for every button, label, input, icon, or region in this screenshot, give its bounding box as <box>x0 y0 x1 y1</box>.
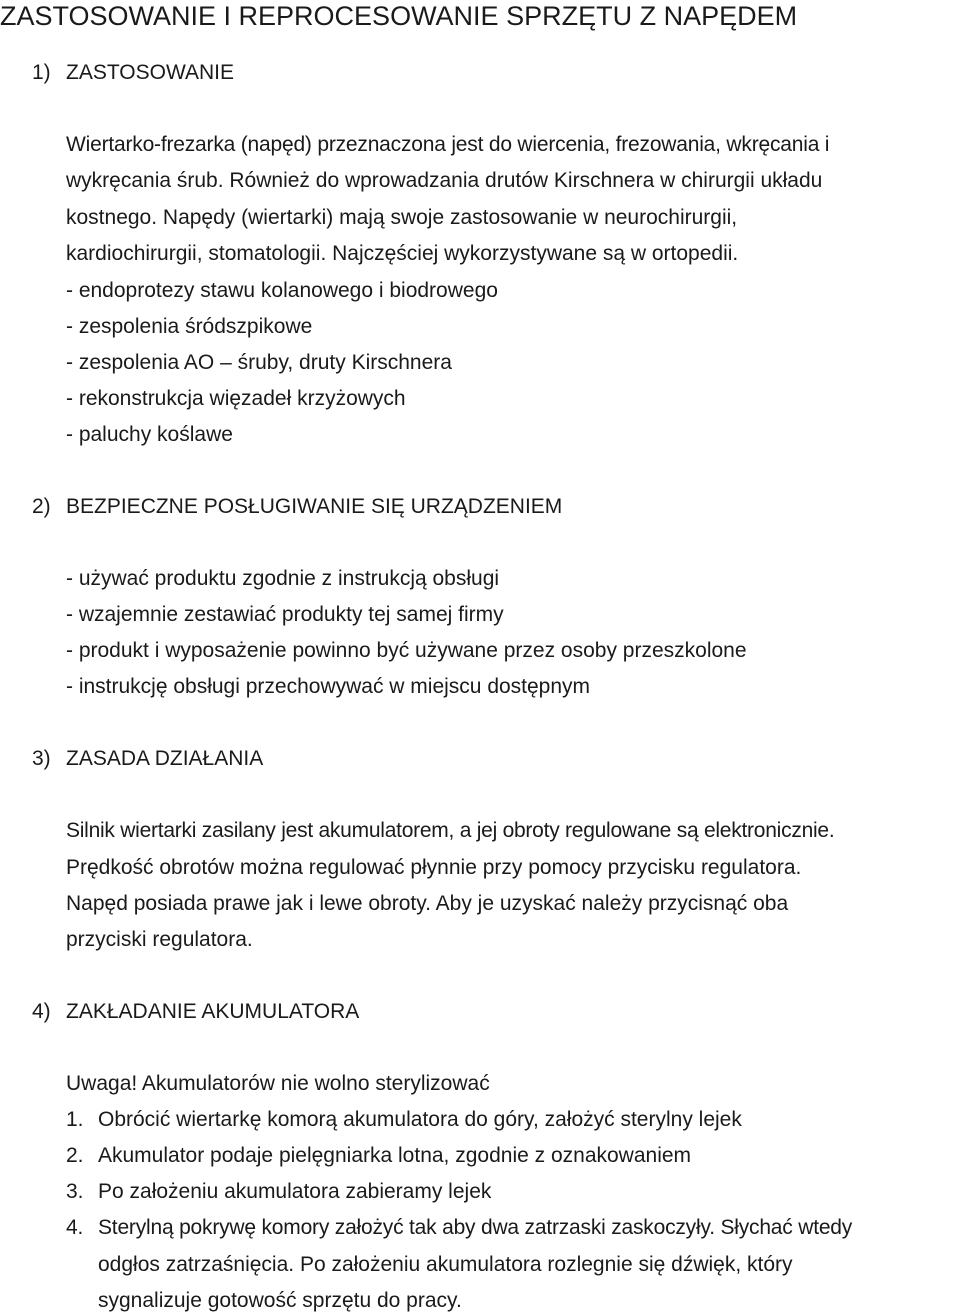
section-1-heading <box>32 58 234 88</box>
numbered-step <box>66 1105 742 1135</box>
numbered-step <box>66 1177 491 1207</box>
section-1-list-item: - paluchy koślawe <box>66 423 233 446</box>
section-2-list-item: - wzajemnie zestawiać produkty tej samej firmy <box>66 603 504 626</box>
page-title: ZASTOSOWANIE I REPROCESOWANIE SPRZĘTU Z NAPĘDEM <box>0 1 798 31</box>
step-text-continuation: odgłos zatrzaśnięcia. Po założeniu akumulatora rozlegnie się dźwięk, który <box>98 1253 793 1276</box>
section-1-paragraph-line: kardiochirurgii, stomatologii. Najczęściej wykorzystywane są w ortopedii. <box>66 242 739 265</box>
section-3-heading <box>32 744 263 774</box>
step-text: Obrócić wiertarkę komorą akumulatora do góry, założyć sterylny lejek <box>98 1108 742 1131</box>
section-1-paragraph-line: kostnego. Napędy (wiertarki) mają swoje zastosowanie w neurochirurgii, <box>66 206 738 229</box>
section-4-heading <box>32 997 359 1027</box>
numbered-step <box>66 1213 852 1243</box>
section-1-paragraph-line: wykręcania śrub. Również do wprowadzania drutów Kirschnera w chirurgii układu <box>66 169 823 192</box>
section-1-list-item: - zespolenia śródszpikowe <box>66 315 313 338</box>
section-2-number: 2) <box>32 495 51 518</box>
step-number: 4. <box>66 1216 84 1239</box>
section-3-paragraph-line: Prędkość obrotów można regulować płynnie przy pomocy przycisku regulatora. <box>66 856 802 879</box>
section-2-list-item: - używać produktu zgodnie z instrukcją obsługi <box>66 567 500 590</box>
section-3-paragraph-line: przyciski regulatora. <box>66 928 253 951</box>
section-4-title: ZAKŁADANIE AKUMULATORA <box>66 1000 360 1023</box>
step-text-continuation: sygnalizuje gotowość sprzętu do pracy. <box>98 1289 462 1312</box>
step-number: 3. <box>66 1180 84 1203</box>
section-1-list-item: - endoprotezy stawu kolanowego i biodrowego <box>66 279 498 302</box>
section-1-list-item: - rekonstrukcja więzadeł krzyżowych <box>66 387 406 410</box>
step-number: 1. <box>66 1108 84 1131</box>
section-3-paragraph-line: Napęd posiada prawe jak i lewe obroty. Aby je uzyskać należy przycisnąć oba <box>66 892 789 915</box>
numbered-step <box>66 1141 691 1171</box>
step-text: Akumulator podaje pielęgniarka lotna, zgodnie z oznakowaniem <box>98 1144 692 1167</box>
section-3-number: 3) <box>32 747 51 770</box>
section-3-title: ZASADA DZIAŁANIA <box>66 747 264 770</box>
section-1-number: 1) <box>32 61 51 84</box>
step-text: Po założeniu akumulatora zabieramy lejek <box>98 1180 492 1203</box>
section-1-paragraph-line: Wiertarko-frezarka (napęd) przeznaczona jest do wiercenia, frezowania, wkręcania i <box>66 133 830 156</box>
step-number: 2. <box>66 1144 84 1167</box>
step-text: Sterylną pokrywę komory założyć tak aby dwa zatrzaski zaskoczyły. Słychać wtedy <box>98 1216 853 1239</box>
section-1-list-item: - zespolenia AO – śruby, druty Kirschnera <box>66 351 452 374</box>
section-2-list-item: - instrukcję obsługi przechowywać w miejscu dostępnym <box>66 675 591 698</box>
section-1-title: ZASTOSOWANIE <box>66 61 235 84</box>
section-2-list-item: - produkt i wyposażenie powinno być używane przez osoby przeszkolone <box>66 639 747 662</box>
section-3-paragraph-line: Silnik wiertarki zasilany jest akumulatorem, a jej obroty regulowane są elektronicznie. <box>66 819 835 842</box>
section-2-title: BEZPIECZNE POSŁUGIWANIE SIĘ URZĄDZENIEM <box>66 495 563 518</box>
section-2-heading <box>32 492 562 522</box>
section-4-number: 4) <box>32 1000 51 1023</box>
section-4-note: Uwaga! Akumulatorów nie wolno sterylizować <box>66 1072 490 1095</box>
